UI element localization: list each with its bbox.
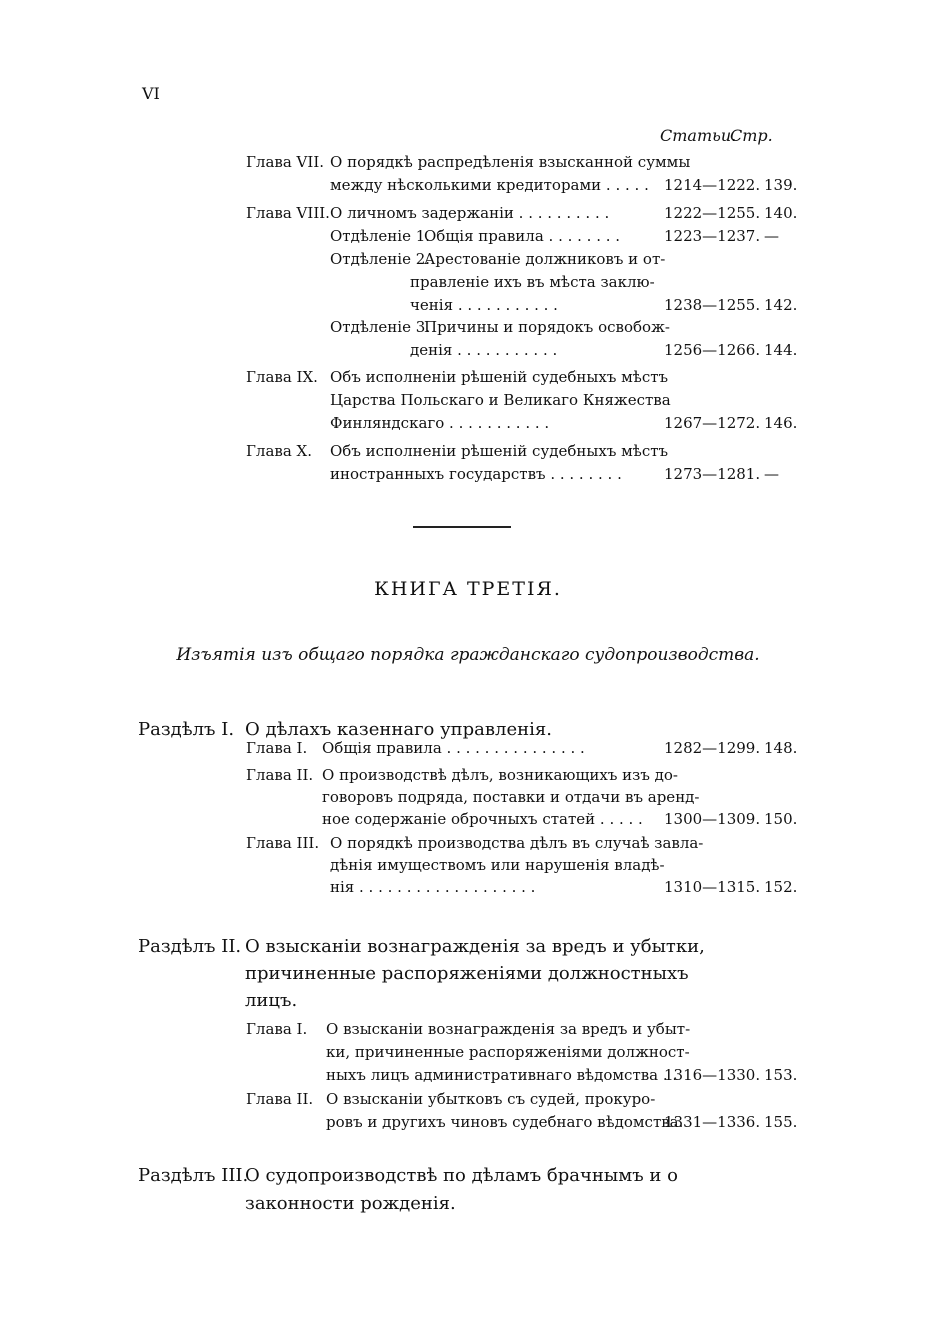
page-ref: 146. — [764, 414, 798, 432]
chapter-title-line: ровъ и другихъ чиновъ судебнаго вѣдомства. — [326, 1113, 684, 1131]
chapter-title-line: нія . . . . . . . . . . . . . . . . . . . — [330, 878, 536, 896]
section-label: Раздѣлъ I. — [138, 719, 235, 740]
chapter-title-line: ное содержаніе оброчныхъ статей . . . . . — [322, 810, 643, 828]
section-title-line: О взысканіи вознагражденія за вредъ и убытки, — [245, 936, 705, 957]
chapter-title-line: О взысканіи убытковъ съ судей, прокуро- — [326, 1090, 656, 1108]
articles-range: 1300—1309. — [664, 810, 761, 828]
chapter-title-line: О производствѣ дѣлъ, возникающихъ изъ до- — [322, 766, 679, 784]
section-title-line: законности рожденія. — [245, 1193, 456, 1214]
articles-range: 1267—1272. — [664, 414, 761, 432]
section-title-line: причиненные распоряженіями должностныхъ — [245, 963, 689, 984]
page-ref: 155. — [764, 1113, 798, 1131]
articles-range: 1273—1281. — [664, 465, 761, 483]
chapter-label: Глава VIII. — [246, 204, 330, 222]
page-ref: 140. — [764, 204, 798, 222]
articles-range: 1222—1255. — [664, 204, 761, 222]
chapter-title-line: ныхъ лицъ административнаго вѣдомства . . — [326, 1066, 678, 1084]
chapter-title-line: между нѣсколькими кредиторами . . . . . — [330, 176, 649, 194]
chapter-title-line: О порядкѣ распредѣленія взысканной суммы — [330, 153, 691, 171]
column-header-articles: Статьи. — [660, 126, 737, 145]
section-label: Раздѣлъ II. — [138, 936, 242, 957]
chapter-title-line: Царства Польскаго и Великаго Княжества — [330, 391, 671, 409]
chapter-title-line: говоровъ подряда, поставки и отдачи въ аренд- — [322, 788, 700, 806]
page-ref: 150. — [764, 810, 798, 828]
chapter-label: Глава VII. — [246, 153, 325, 171]
articles-range: 1331—1336. — [664, 1113, 761, 1131]
section-label: Раздѣлъ III. — [138, 1165, 249, 1186]
page-ref: — — [764, 227, 779, 245]
chapter-label: Глава II. — [246, 766, 314, 784]
book-title: КНИГА ТРЕТІЯ. — [374, 578, 562, 600]
chapter-title-line: иностранныхъ государствъ . . . . . . . . — [330, 465, 622, 483]
articles-range: 1256—1266. — [664, 341, 761, 359]
page-ref: 148. — [764, 739, 798, 757]
chapter-title-line: Объ исполненіи рѣшеній судебныхъ мѣстъ — [330, 442, 669, 460]
section-title-line: лицъ. — [245, 990, 298, 1011]
column-header-page: Стр. — [730, 126, 773, 145]
chapter-title-line: О личномъ задержаніи . . . . . . . . . . — [330, 204, 610, 222]
chapter-title-line: Общія правила . . . . . . . . . . . . . . . — [322, 739, 585, 757]
subsection-title-line: Общія правила . . . . . . . . — [424, 227, 621, 245]
section-title-line: О дѣлахъ казеннаго управленія. — [245, 719, 552, 740]
chapter-title-line: ки, причиненные распоряженіями должност- — [326, 1043, 690, 1061]
page-number: VI — [142, 84, 160, 103]
subsection-title-line: ченія . . . . . . . . . . . — [410, 296, 558, 314]
chapter-label: Глава III. — [246, 834, 320, 852]
page-ref: 142. — [764, 296, 798, 314]
subsection-title-line: денія . . . . . . . . . . . — [410, 341, 558, 359]
book-subtitle: Изъятія изъ общаго порядка гражданскаго судопроизводства. — [176, 645, 760, 665]
articles-range: 1214—1222. — [664, 176, 761, 194]
subsection-label: Отдѣленіе 3. — [330, 318, 431, 336]
chapter-label: Глава IX. — [246, 368, 318, 386]
chapter-title-line: дѣнія имуществомъ или нарушенія владѣ- — [330, 856, 665, 874]
chapter-label: Глава X. — [246, 442, 313, 460]
chapter-title-line: Объ исполненіи рѣшеній судебныхъ мѣстъ — [330, 368, 669, 386]
section-divider — [413, 526, 511, 528]
articles-range: 1282—1299. — [664, 739, 761, 757]
articles-range: 1316—1330. — [664, 1066, 761, 1084]
chapter-title-line: О взысканіи вознагражденія за вредъ и убыт- — [326, 1020, 691, 1038]
page-ref: 144. — [764, 341, 798, 359]
chapter-title-line: Финляндскаго . . . . . . . . . . . — [330, 414, 550, 432]
page-ref: 152. — [764, 878, 798, 896]
chapter-label: Глава I. — [246, 739, 308, 757]
subsection-title-line: Арестованіе должниковъ и от- — [424, 250, 666, 268]
page-ref: — — [764, 465, 779, 483]
subsection-label: Отдѣленіе 2. — [330, 250, 431, 268]
page-ref: 153. — [764, 1066, 798, 1084]
articles-range: 1310—1315. — [664, 878, 761, 896]
chapter-title-line: О порядкѣ производства дѣлъ въ случаѣ завла- — [330, 834, 704, 852]
subsection-label: Отдѣленіе 1. — [330, 227, 431, 245]
chapter-label: Глава II. — [246, 1090, 314, 1108]
articles-range: 1223—1237. — [664, 227, 761, 245]
chapter-label: Глава I. — [246, 1020, 308, 1038]
page-ref: 139. — [764, 176, 798, 194]
subsection-title-line: правленіе ихъ въ мѣста заклю- — [410, 273, 655, 291]
articles-range: 1238—1255. — [664, 296, 761, 314]
subsection-title-line: Причины и порядокъ освобож- — [424, 318, 670, 336]
section-title-line: О судопроизводствѣ по дѣламъ брачнымъ и о — [245, 1165, 678, 1186]
